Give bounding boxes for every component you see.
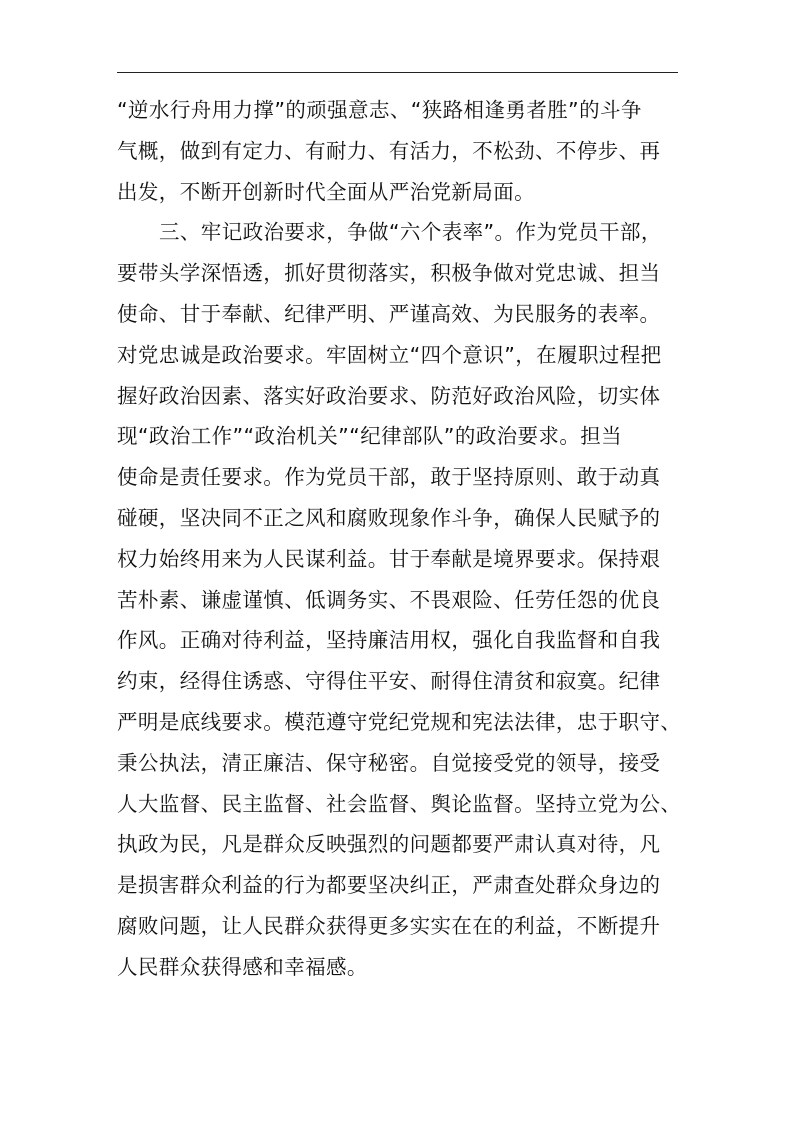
text-line: 碰硬，坚决同不正之风和腐败现象作斗争，确保人民赋予的 [117, 505, 661, 530]
header-rule [117, 72, 678, 73]
text-line: 使命是责任要求。作为党员干部，敢于坚持原则、敢于动真 [117, 465, 661, 490]
text-line: 要带头学深悟透，抓好贯彻落实，积极争做对党忠诚、担当 [117, 261, 661, 286]
text-line: 腐败问题，让人民群众获得更多实实在在的利益，不断提升 [117, 913, 661, 938]
text-line: 人大监督、民主监督、社会监督、舆论监督。坚持立党为公、 [117, 791, 682, 816]
text-line: 苦朴素、谦虚谨慎、低调务实、不畏艰险、任劳任怨的优良 [117, 587, 661, 612]
text-line: 作风。正确对待利益，坚持廉洁用权，强化自我监督和自我 [117, 628, 661, 653]
text-line: 对党忠诚是政治要求。牢固树立“四个意识”，在履职过程把 [117, 342, 662, 367]
text-line: 使命、甘于奉献、纪律严明、严谨高效、为民服务的表率。 [117, 301, 661, 326]
document-body [117, 90, 692, 988]
text-line: 权力始终用来为人民谋利益。甘于奉献是境界要求。保持艰 [117, 546, 661, 571]
section-heading-line: 三、牢记政治要求，争做“六个表率”。作为党员干部， [159, 220, 662, 245]
text-line: 现“政治工作”“政治机关”“纪律部队”的政治要求。担当 [117, 424, 623, 449]
text-line: 约束，经得住诱惑、守得住平安、耐得住清贫和寂寞。纪律 [117, 669, 661, 694]
text-line: 秉公执法，清正廉洁、保守秘密。自觉接受党的领导，接受 [117, 750, 661, 775]
text-line: “逆水行舟用力撑”的顽强意志、“狭路相逢勇者胜”的斗争 [117, 98, 642, 122]
text-line: 是损害群众利益的行为都要坚决纠正，严肃查处群众身边的 [117, 873, 661, 898]
text-line: 出发，不断开创新时代全面从严治党新局面。 [117, 179, 535, 204]
text-line: 执政为民，凡是群众反映强烈的问题都要严肃认真对待，凡 [117, 832, 661, 857]
text-line: 握好政治因素、落实好政治要求、防范好政治风险，切实体 [117, 383, 661, 408]
text-line: 严明是底线要求。模范遵守党纪党规和宪法法律，忠于职守、 [117, 709, 682, 734]
text-line: 气概，做到有定力、有耐力、有活力，不松劲、不停步、再 [117, 138, 661, 163]
text-line: 人民群众获得感和幸福感。 [117, 954, 368, 979]
